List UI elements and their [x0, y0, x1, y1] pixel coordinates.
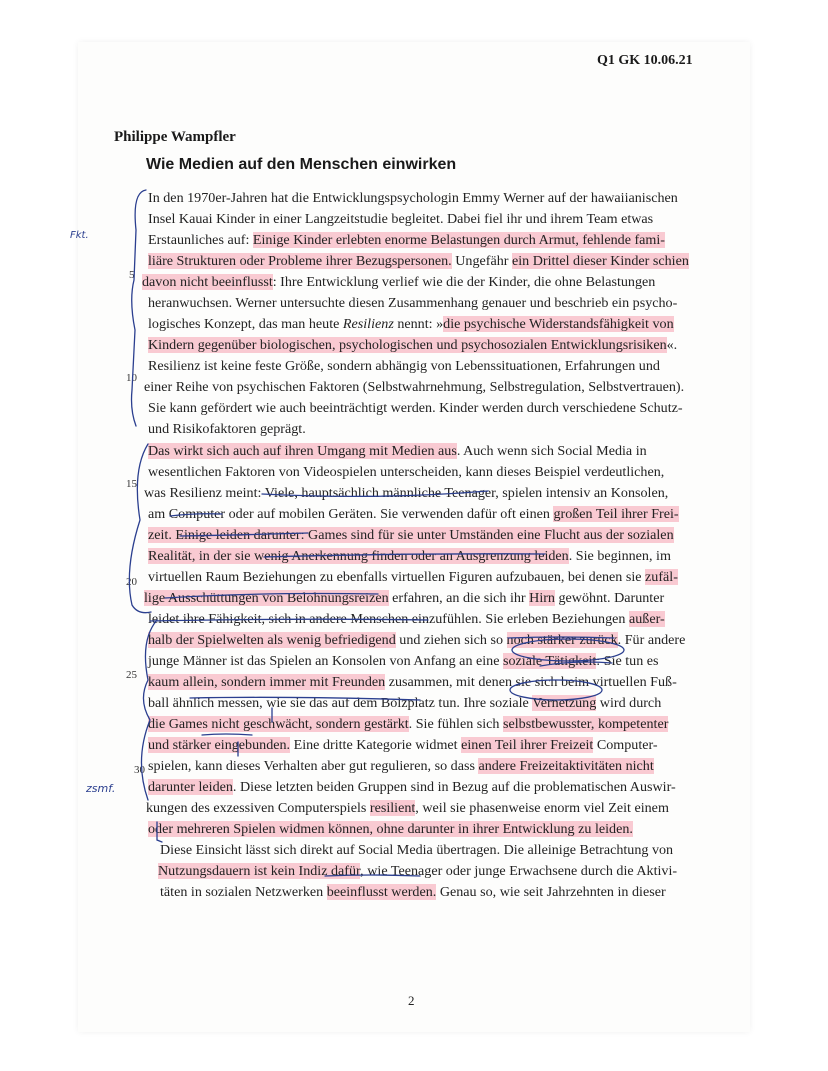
line-segment: Computer-	[593, 737, 658, 753]
text-line-14	[148, 462, 664, 482]
line-number-15: 15	[126, 478, 137, 490]
text-line-27	[148, 735, 658, 755]
text-line-5	[142, 272, 655, 292]
text-line-30	[146, 798, 669, 818]
text-line-7	[148, 314, 674, 334]
line-segment: erfahren, an die sich ihr	[388, 590, 530, 606]
text-line-11	[148, 398, 683, 418]
text-line-12	[148, 419, 306, 439]
author-name: Philippe Wampfler	[114, 129, 236, 145]
line-number-30: 30	[134, 764, 145, 776]
text-line-31	[148, 819, 633, 839]
line-segment: , weil sie phasenweise enorm viel Zeit einem	[415, 800, 669, 816]
line-segment: Ungefähr	[451, 253, 512, 269]
text-line-21	[148, 609, 665, 629]
line-segment: Genau so, wie seit Jahrzehnten in dieser	[436, 884, 666, 900]
highlighted-text: noch stärker zurück	[506, 632, 618, 648]
line-segment: am Computer oder auf mobilen Geräten. Sie verwenden dafür oft einen	[148, 506, 554, 522]
line-segment: . Sie fühlen sich	[408, 716, 503, 732]
text-line-23	[148, 651, 659, 671]
line-segment: was Resilienz meint: Viele, hauptsächlich männliche Teenager, spielen intensiv an Konsolen,	[144, 485, 669, 501]
highlighted-text: lige Ausschüttungen von Belohnungsreizen	[144, 590, 389, 606]
text-line-32	[160, 840, 673, 860]
text-line-13	[148, 441, 647, 461]
highlighted-text: Einige Kinder erlebten enorme Belastungen durch Armut, fehlende fami-	[252, 232, 665, 248]
line-number-5: 5	[129, 269, 135, 281]
article-title: Wie Medien auf den Menschen einwirken	[146, 156, 457, 173]
line-segment: wird durch	[596, 695, 662, 711]
highlighted-text: oder mehreren Spielen widmen können, ohne darunter in ihrer Entwicklung zu leiden.	[148, 821, 633, 837]
line-number-10: 10	[126, 372, 137, 384]
text-line-26	[148, 714, 668, 734]
highlighted-text: zeit. Einige leiden darunter: Games sind für sie unter Umständen eine Flucht aus der sozialen	[148, 527, 674, 543]
text-line-8	[148, 335, 677, 355]
text-line-20	[144, 588, 664, 608]
line-segment: einer Reihe von psychischen Faktoren (Selbstwahrnehmung, Selbstregulation, Selbstvertrauen).	[144, 379, 685, 395]
highlighted-text: selbstbewusster, kompetenter	[503, 716, 669, 732]
highlighted-text: außer-	[628, 611, 665, 627]
highlighted-text: Nutzungsdauern ist kein Indiz dafür	[158, 863, 361, 879]
line-segment: Sie kann gefördert wie auch beeinträchtigt werden. Kinder werden durch verschiedene Schutz-	[148, 400, 683, 416]
highlighted-text: ein Drittel dieser Kinder schien	[511, 253, 689, 269]
highlighted-text: die Games nicht geschwächt, sondern gestärkt	[148, 716, 409, 732]
line-segment: wesentlichen Faktoren von Videospielen unterscheiden, kann dieses Beispiel verdeutlichen,	[148, 464, 665, 480]
highlighted-text: Das wirkt sich auch auf ihren Umgang mit Medien aus	[148, 443, 457, 459]
highlighted-text: großen Teil ihrer Frei-	[553, 506, 679, 522]
line-segment: : Sie tun es	[596, 653, 659, 669]
text-line-9	[148, 356, 660, 376]
line-segment: und ziehen sich so	[395, 632, 507, 648]
line-segment: ball ähnlich messen, wie sie das auf dem Bolzplatz tun. Ihre soziale	[148, 695, 533, 711]
text-line-2	[148, 209, 653, 229]
line-segment: In den 1970er-Jahren hat die Entwicklungspsychologin Emmy Werner auf der hawaiianischen	[148, 190, 678, 206]
margin-note-function: Fkt.	[70, 230, 89, 241]
line-segment: Eine dritte Kategorie widmet	[290, 737, 462, 753]
line-segment: Diese Einsicht lässt sich direkt auf Social Media übertragen. Die alleinige Betrachtung von	[160, 842, 674, 858]
line-segment: heranwuchsen. Werner untersuchte diesen Zusammenhang genauer und beschrieb ein psycho-	[148, 295, 678, 311]
text-line-1	[148, 188, 678, 208]
highlighted-text: davon nicht beeinflusst	[142, 274, 273, 290]
line-segment: nennt: »	[393, 316, 444, 332]
line-segment: kungen des exzessiven Computerspiels	[146, 800, 370, 816]
highlighted-text: darunter leiden	[148, 779, 233, 795]
line-segment: gewöhnt. Darunter	[554, 590, 665, 606]
page-number: 2	[408, 993, 415, 1008]
highlighted-text: halb der Spielwelten als wenig befriedigend	[148, 632, 396, 648]
highlighted-text: Hirn	[529, 590, 555, 606]
line-segment: spielen, kann dieses Verhalten aber gut regulieren, so dass	[148, 758, 479, 774]
highlighted-text: kaum allein, sondern immer mit Freunden	[148, 674, 386, 690]
course-reference: Q1 GK 10.06.21	[597, 53, 693, 68]
line-segment: , wie Teenager oder junge Erwachsene durch die Aktivi-	[360, 863, 678, 879]
highlighted-text: andere Freizeitaktivitäten nicht	[478, 758, 654, 774]
line-segment: Erstaunliches auf:	[148, 232, 253, 248]
text-line-34	[160, 882, 666, 902]
line-number-20: 20	[126, 576, 137, 588]
text-line-25	[148, 693, 661, 713]
text-line-15	[144, 483, 668, 503]
highlighted-text: Kindern gegenüber biologischen, psychologischen und psychosozialen Entwicklungsrisiken	[148, 337, 667, 353]
line-segment: : Ihre Entwicklung verlief wie die der Kinder, die ohne Belastungen	[272, 274, 656, 290]
text-line-6	[148, 293, 677, 313]
line-segment: . Auch wenn sich Social Media in	[456, 443, 647, 459]
line-segment: leidet ihre Fähigkeit, sich in andere Menschen einzufühlen. Sie erleben Beziehungen	[148, 611, 629, 627]
highlighted-text: einen Teil ihrer Freizeit	[461, 737, 594, 753]
text-line-24	[148, 672, 677, 692]
line-segment: Resilienz	[342, 316, 394, 332]
line-segment: zusammen, mit denen sie sich beim virtuellen Fuß-	[385, 674, 677, 690]
line-segment: logisches Konzept, das man heute	[148, 316, 343, 332]
line-segment: «.	[666, 337, 678, 353]
text-line-17	[148, 525, 674, 545]
highlighted-text: resilient	[369, 800, 416, 816]
highlighted-text: liäre Strukturen oder Probleme ihrer Bezugspersonen.	[148, 253, 452, 269]
line-segment: . Diese letzten beiden Gruppen sind in Bezug auf die problematischen Auswir-	[232, 779, 676, 795]
text-line-18	[148, 546, 671, 566]
text-line-3	[148, 230, 665, 250]
line-segment: junge Männer ist das Spielen an Konsolen von Anfang an eine	[148, 653, 504, 669]
margin-note-summary: zsmf.	[86, 782, 116, 795]
highlighted-text: Realität, in der sie wenig Anerkennung finden oder an Ausgrenzung leiden	[148, 548, 569, 564]
line-segment: virtuellen Raum Beziehungen zu ebenfalls virtuellen Figuren aufzubauen, bei denen sie	[148, 569, 646, 585]
text-line-28	[148, 756, 654, 776]
text-line-16	[148, 504, 679, 524]
highlighted-text: beeinflusst werden.	[326, 884, 437, 900]
line-segment: und Risikofaktoren geprägt.	[148, 421, 306, 437]
text-line-33	[158, 861, 677, 881]
text-line-19	[148, 567, 678, 587]
text-line-4	[148, 251, 689, 271]
highlighted-text: Vernetzung	[532, 695, 597, 711]
highlighted-text: und stärker eingebunden.	[148, 737, 291, 753]
line-segment: Insel Kauai Kinder in einer Langzeitstudie begleitet. Dabei fiel ihr und ihrem Team etwas	[148, 211, 654, 227]
highlighted-text: soziale Tätigkeit	[503, 653, 597, 669]
text-line-29	[148, 777, 676, 797]
highlighted-text: die psychische Widerstandsfähigkeit von	[443, 316, 674, 332]
line-segment: täten in sozialen Netzwerken	[160, 884, 327, 900]
text-line-10	[144, 377, 684, 397]
line-number-25: 25	[126, 669, 137, 681]
line-segment: . Für andere	[617, 632, 686, 648]
line-segment: . Sie beginnen, im	[568, 548, 671, 564]
text-line-22	[148, 630, 685, 650]
line-segment: Resilienz ist keine feste Größe, sondern abhängig von Lebenssituationen, Erfahrungen und	[148, 358, 660, 374]
highlighted-text: zufäl-	[645, 569, 678, 585]
